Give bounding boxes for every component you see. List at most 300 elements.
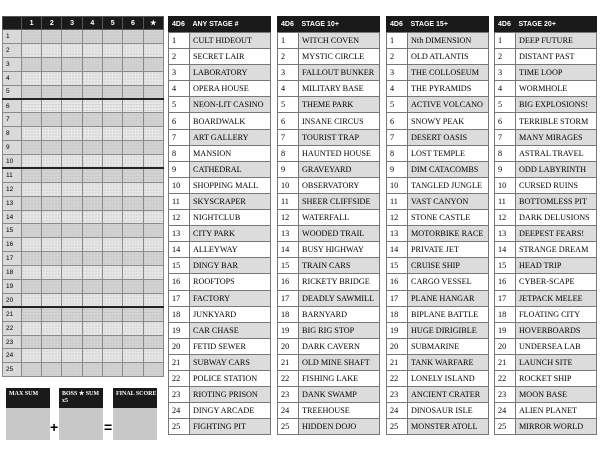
grid-cell[interactable] <box>123 168 143 182</box>
grid-cell[interactable] <box>42 71 62 85</box>
stage-roll-number: 15 <box>278 258 299 274</box>
stage-name: BARNYARD <box>299 306 380 322</box>
grid-cell[interactable] <box>62 363 82 377</box>
grid-row-number: 1 <box>3 30 22 44</box>
stage-roll-number: 15 <box>387 258 408 274</box>
grid-cell[interactable] <box>21 141 41 155</box>
grid-cell[interactable] <box>103 127 123 141</box>
grid-cell[interactable] <box>62 335 82 349</box>
stage-name: DEEP FUTURE <box>516 33 597 49</box>
grid-cell[interactable] <box>21 224 41 238</box>
grid-cell[interactable] <box>82 349 102 363</box>
grid-cell[interactable] <box>123 43 143 57</box>
grid-cell[interactable] <box>42 252 62 266</box>
grid-cell[interactable] <box>82 155 102 169</box>
grid-cell[interactable] <box>82 85 102 99</box>
grid-cell[interactable] <box>103 155 123 169</box>
stage-row <box>495 65 597 81</box>
grid-cell[interactable] <box>103 99 123 113</box>
grid-cell[interactable] <box>123 210 143 224</box>
stage-row <box>169 193 271 209</box>
stage-roll-number: 24 <box>169 403 190 419</box>
grid-cell[interactable] <box>21 43 41 57</box>
stage-roll-number: 2 <box>169 49 190 65</box>
stage-name: NEON-LIT CASINO <box>190 97 271 113</box>
grid-cell[interactable] <box>42 182 62 196</box>
stage-row <box>169 49 271 65</box>
grid-cell[interactable] <box>42 363 62 377</box>
grid-cell[interactable] <box>42 210 62 224</box>
stage-roll-number: 14 <box>169 242 190 258</box>
grid-cell[interactable] <box>143 335 163 349</box>
grid-cell[interactable] <box>42 99 62 113</box>
grid-cell[interactable] <box>42 30 62 44</box>
grid-cell[interactable] <box>123 335 143 349</box>
grid-cell[interactable] <box>123 57 143 71</box>
grid-cell[interactable] <box>82 196 102 210</box>
grid-cell[interactable] <box>103 113 123 127</box>
grid-cell[interactable] <box>82 141 102 155</box>
grid-cell[interactable] <box>143 293 163 307</box>
grid-cell[interactable] <box>103 85 123 99</box>
stage-roll-number: 1 <box>169 33 190 49</box>
grid-row-number: 25 <box>3 363 22 377</box>
grid-cell[interactable] <box>143 238 163 252</box>
grid-cell[interactable] <box>42 85 62 99</box>
grid-cell[interactable] <box>62 43 82 57</box>
stage-roll-number: 1 <box>495 33 516 49</box>
grid-cell[interactable] <box>62 85 82 99</box>
stage-name: BUSY HIGHWAY <box>299 242 380 258</box>
stage-row <box>278 419 380 435</box>
grid-cell[interactable] <box>123 71 143 85</box>
stage-name: RIOTING PRISON <box>190 387 271 403</box>
grid-cell[interactable] <box>82 182 102 196</box>
stage-row <box>387 242 489 258</box>
grid-cell[interactable] <box>103 30 123 44</box>
grid-cell[interactable] <box>42 57 62 71</box>
stage-row <box>169 177 271 193</box>
grid-row <box>3 321 164 335</box>
grid-cell[interactable] <box>21 30 41 44</box>
stage-roll-number: 25 <box>278 419 299 435</box>
stage-row <box>169 290 271 306</box>
grid-cell[interactable] <box>103 43 123 57</box>
grid-cell[interactable] <box>123 196 143 210</box>
grid-header-col: 5 <box>103 17 123 30</box>
grid-cell[interactable] <box>62 307 82 321</box>
grid-cell[interactable] <box>21 57 41 71</box>
boss-sum-label <box>59 388 103 408</box>
grid-cell[interactable] <box>62 99 82 113</box>
grid-row <box>3 307 164 321</box>
grid-cell[interactable] <box>82 280 102 294</box>
stage-name: MIRROR WORLD <box>516 419 597 435</box>
stage-roll-number: 21 <box>278 354 299 370</box>
grid-cell[interactable] <box>42 266 62 280</box>
grid-cell[interactable] <box>143 155 163 169</box>
grid-cell[interactable] <box>21 155 41 169</box>
grid-cell[interactable] <box>143 182 163 196</box>
stage-row <box>169 65 271 81</box>
grid-cell[interactable] <box>62 168 82 182</box>
grid-cell[interactable] <box>62 182 82 196</box>
stage-name: LABORATORY <box>190 65 271 81</box>
grid-cell[interactable] <box>42 127 62 141</box>
grid-row-number: 12 <box>3 182 22 196</box>
stage-name: SUBMARINE <box>408 338 489 354</box>
grid-cell[interactable] <box>103 210 123 224</box>
stage-row <box>387 33 489 49</box>
grid-cell[interactable] <box>21 113 41 127</box>
grid-cell[interactable] <box>103 363 123 377</box>
grid-cell[interactable] <box>143 280 163 294</box>
stage-row <box>169 145 271 161</box>
grid-row <box>3 43 164 57</box>
stage-row <box>278 161 380 177</box>
max-sum-box[interactable] <box>6 388 50 440</box>
grid-cell[interactable] <box>82 266 102 280</box>
grid-cell[interactable] <box>62 113 82 127</box>
grid-cell[interactable] <box>21 349 41 363</box>
stage-row <box>169 387 271 403</box>
stage-row <box>387 354 489 370</box>
stage-row <box>495 210 597 226</box>
grid-cell[interactable] <box>103 71 123 85</box>
grid-cell[interactable] <box>82 335 102 349</box>
stage-row <box>387 49 489 65</box>
grid-cell[interactable] <box>82 252 102 266</box>
grid-cell[interactable] <box>62 266 82 280</box>
grid-cell[interactable] <box>82 30 102 44</box>
grid-cell[interactable] <box>21 266 41 280</box>
stage-row <box>169 370 271 386</box>
grid-cell[interactable] <box>62 141 82 155</box>
grid-cell[interactable] <box>103 307 123 321</box>
grid-cell[interactable] <box>21 252 41 266</box>
stage-row <box>495 258 597 274</box>
stage-row <box>387 322 489 338</box>
grid-cell[interactable] <box>42 238 62 252</box>
grid-cell[interactable] <box>21 127 41 141</box>
grid-cell[interactable] <box>62 210 82 224</box>
grid-cell[interactable] <box>82 168 102 182</box>
stage-roll-number: 11 <box>278 193 299 209</box>
grid-cell[interactable] <box>21 293 41 307</box>
grid-cell[interactable] <box>143 71 163 85</box>
grid-cell[interactable] <box>42 113 62 127</box>
stage-roll-number: 10 <box>495 177 516 193</box>
grid-cell[interactable] <box>82 57 102 71</box>
grid-cell[interactable] <box>62 57 82 71</box>
stage-roll-number: 7 <box>169 129 190 145</box>
grid-cell[interactable] <box>42 224 62 238</box>
stage-row <box>278 354 380 370</box>
grid-cell[interactable] <box>143 85 163 99</box>
grid-cell[interactable] <box>82 71 102 85</box>
stage-roll-number: 18 <box>387 306 408 322</box>
stage-name: POLICE STATION <box>190 370 271 386</box>
stage-roll-number: 21 <box>387 354 408 370</box>
grid-row-number: 2 <box>3 43 22 57</box>
stage-name: TANGLED JUNGLE <box>408 177 489 193</box>
dice-label: 4D6 <box>387 17 408 33</box>
grid-cell[interactable] <box>123 321 143 335</box>
grid-cell[interactable] <box>21 168 41 182</box>
grid-cell[interactable] <box>21 238 41 252</box>
grid-cell[interactable] <box>42 155 62 169</box>
grid-cell[interactable] <box>123 293 143 307</box>
grid-cell[interactable] <box>62 71 82 85</box>
grid-row <box>3 196 164 210</box>
grid-cell[interactable] <box>123 307 143 321</box>
grid-cell[interactable] <box>42 321 62 335</box>
grid-cell[interactable] <box>103 252 123 266</box>
grid-cell[interactable] <box>103 321 123 335</box>
stage-name: CYBER-SCAPE <box>516 274 597 290</box>
grid-cell[interactable] <box>21 363 41 377</box>
grid-cell[interactable] <box>103 293 123 307</box>
stage-name: TERRIBLE STORM <box>516 113 597 129</box>
grid-cell[interactable] <box>82 210 102 224</box>
grid-cell[interactable] <box>103 266 123 280</box>
grid-cell[interactable] <box>62 155 82 169</box>
grid-cell[interactable] <box>143 252 163 266</box>
stage-name: DARK DELUSIONS <box>516 210 597 226</box>
stage-name: SNOWY PEAK <box>408 113 489 129</box>
grid-cell[interactable] <box>21 307 41 321</box>
dice-label: 4D6 <box>169 17 190 33</box>
grid-cell[interactable] <box>143 349 163 363</box>
grid-cell[interactable] <box>42 293 62 307</box>
grid-cell[interactable] <box>143 113 163 127</box>
grid-cell[interactable] <box>21 182 41 196</box>
grid-row-number: 22 <box>3 321 22 335</box>
stage-name: ODD LABYRINTH <box>516 161 597 177</box>
grid-cell[interactable] <box>123 30 143 44</box>
grid-cell[interactable] <box>82 293 102 307</box>
grid-cell[interactable] <box>21 85 41 99</box>
grid-cell[interactable] <box>143 127 163 141</box>
grid-cell[interactable] <box>62 252 82 266</box>
stage-roll-number: 18 <box>495 306 516 322</box>
grid-row <box>3 71 164 85</box>
grid-cell[interactable] <box>123 99 143 113</box>
grid-cell[interactable] <box>103 57 123 71</box>
stage-row <box>278 258 380 274</box>
stage-roll-number: 17 <box>278 290 299 306</box>
final-score-text: FINAL SCORE <box>116 391 157 397</box>
grid-cell[interactable] <box>143 168 163 182</box>
stage-name: RICKETY BRIDGE <box>299 274 380 290</box>
grid-cell[interactable] <box>82 307 102 321</box>
grid-cell[interactable] <box>103 196 123 210</box>
stage-roll-number: 18 <box>169 306 190 322</box>
grid-cell[interactable] <box>21 280 41 294</box>
stage-row <box>495 387 597 403</box>
grid-cell[interactable] <box>82 99 102 113</box>
stage-roll-number: 18 <box>278 306 299 322</box>
grid-cell[interactable] <box>143 307 163 321</box>
stage-name: UNDERSEA LAB <box>516 338 597 354</box>
grid-cell[interactable] <box>62 30 82 44</box>
grid-cell[interactable] <box>123 280 143 294</box>
stage-roll-number: 19 <box>495 322 516 338</box>
grid-cell[interactable] <box>103 168 123 182</box>
grid-cell[interactable] <box>143 141 163 155</box>
grid-cell[interactable] <box>143 224 163 238</box>
grid-cell[interactable] <box>123 266 143 280</box>
grid-cell[interactable] <box>62 321 82 335</box>
stage-row <box>278 193 380 209</box>
grid-row <box>3 280 164 294</box>
grid-cell[interactable] <box>62 280 82 294</box>
grid-cell[interactable] <box>62 238 82 252</box>
grid-cell[interactable] <box>143 363 163 377</box>
stage-name: TRAIN CARS <box>299 258 380 274</box>
grid-cell[interactable] <box>123 127 143 141</box>
stage-row <box>169 354 271 370</box>
grid-cell[interactable] <box>62 293 82 307</box>
stage-row <box>278 338 380 354</box>
grid-cell[interactable] <box>123 85 143 99</box>
grid-cell[interactable] <box>82 238 102 252</box>
stage-roll-number: 1 <box>387 33 408 49</box>
grid-cell[interactable] <box>21 321 41 335</box>
grid-cell[interactable] <box>143 30 163 44</box>
stage-name: WORMHOLE <box>516 81 597 97</box>
grid-cell[interactable] <box>62 127 82 141</box>
grid-cell[interactable] <box>42 307 62 321</box>
grid-row <box>3 127 164 141</box>
stage-table-any <box>168 16 271 435</box>
stage-name: MILITARY BASE <box>299 81 380 97</box>
stage-name: OPERA HOUSE <box>190 81 271 97</box>
grid-cell[interactable] <box>82 127 102 141</box>
grid-cell[interactable] <box>103 141 123 155</box>
grid-cell[interactable] <box>143 210 163 224</box>
stage-roll-number: 22 <box>169 370 190 386</box>
grid-cell[interactable] <box>143 321 163 335</box>
grid-cell[interactable] <box>62 349 82 363</box>
stage-roll-number: 5 <box>495 97 516 113</box>
grid-row <box>3 238 164 252</box>
stage-row <box>278 387 380 403</box>
grid-cell[interactable] <box>123 182 143 196</box>
stage-roll-number: 13 <box>495 226 516 242</box>
grid-cell[interactable] <box>42 43 62 57</box>
stage-row <box>495 274 597 290</box>
stage-roll-number: 14 <box>278 242 299 258</box>
grid-cell[interactable] <box>123 155 143 169</box>
stage-roll-number: 16 <box>278 274 299 290</box>
stage-roll-number: 24 <box>387 403 408 419</box>
stage-row <box>495 306 597 322</box>
grid-cell[interactable] <box>42 280 62 294</box>
grid-cell[interactable] <box>42 349 62 363</box>
grid-cell[interactable] <box>42 168 62 182</box>
stage-roll-number: 12 <box>495 210 516 226</box>
grid-cell[interactable] <box>143 57 163 71</box>
final-score-box[interactable] <box>113 388 157 440</box>
grid-cell[interactable] <box>143 266 163 280</box>
stage-table-header <box>169 17 271 33</box>
stage-name: DINOSAUR ISLE <box>408 403 489 419</box>
grid-cell[interactable] <box>123 141 143 155</box>
grid-row <box>3 266 164 280</box>
grid-cell[interactable] <box>62 196 82 210</box>
grid-cell[interactable] <box>42 141 62 155</box>
grid-cell[interactable] <box>103 335 123 349</box>
grid-cell[interactable] <box>123 349 143 363</box>
grid-cell[interactable] <box>123 238 143 252</box>
grid-cell[interactable] <box>143 99 163 113</box>
grid-cell[interactable] <box>21 99 41 113</box>
grid-cell[interactable] <box>103 224 123 238</box>
grid-cell[interactable] <box>123 113 143 127</box>
grid-cell[interactable] <box>103 280 123 294</box>
stage-row <box>495 97 597 113</box>
stage-name: DINGY BAR <box>190 258 271 274</box>
boss-sum-box[interactable] <box>59 388 103 440</box>
grid-cell[interactable] <box>21 335 41 349</box>
grid-row-number: 9 <box>3 141 22 155</box>
stage-roll-number: 8 <box>387 145 408 161</box>
grid-cell[interactable] <box>143 196 163 210</box>
grid-cell[interactable] <box>123 252 143 266</box>
grid-cell[interactable] <box>21 71 41 85</box>
stage-row <box>169 306 271 322</box>
stage-roll-number: 11 <box>387 193 408 209</box>
grid-cell[interactable] <box>123 363 143 377</box>
stage-roll-number: 21 <box>169 354 190 370</box>
grid-cell[interactable] <box>82 321 102 335</box>
stage-row <box>387 387 489 403</box>
stage-name: FLOATING CITY <box>516 306 597 322</box>
stage-roll-number: 11 <box>169 193 190 209</box>
stage-name: SKYSCRAPER <box>190 193 271 209</box>
grid-cell[interactable] <box>143 43 163 57</box>
grid-cell[interactable] <box>62 224 82 238</box>
grid-cell[interactable] <box>103 182 123 196</box>
stage-roll-number: 8 <box>169 145 190 161</box>
stage-row <box>278 65 380 81</box>
stage-row <box>495 242 597 258</box>
stage-table-title: ANY STAGE # <box>190 17 271 33</box>
stage-name: BIG EXPLOSIONS! <box>516 97 597 113</box>
grid-cell[interactable] <box>82 224 102 238</box>
grid-cell[interactable] <box>82 43 102 57</box>
grid-cell[interactable] <box>123 224 143 238</box>
stage-row <box>169 210 271 226</box>
grid-cell[interactable] <box>82 363 102 377</box>
grid-cell[interactable] <box>42 335 62 349</box>
stage-row <box>169 322 271 338</box>
stage-roll-number: 5 <box>387 97 408 113</box>
grid-cell[interactable] <box>21 196 41 210</box>
stage-row <box>278 113 380 129</box>
stage-name: CRUISE SHIP <box>408 258 489 274</box>
grid-cell[interactable] <box>103 349 123 363</box>
grid-cell[interactable] <box>21 210 41 224</box>
grid-row <box>3 85 164 99</box>
grid-cell[interactable] <box>42 196 62 210</box>
stage-roll-number: 2 <box>495 49 516 65</box>
stage-row <box>495 354 597 370</box>
grid-cell[interactable] <box>82 113 102 127</box>
grid-cell[interactable] <box>103 238 123 252</box>
grid-row-number: 19 <box>3 280 22 294</box>
